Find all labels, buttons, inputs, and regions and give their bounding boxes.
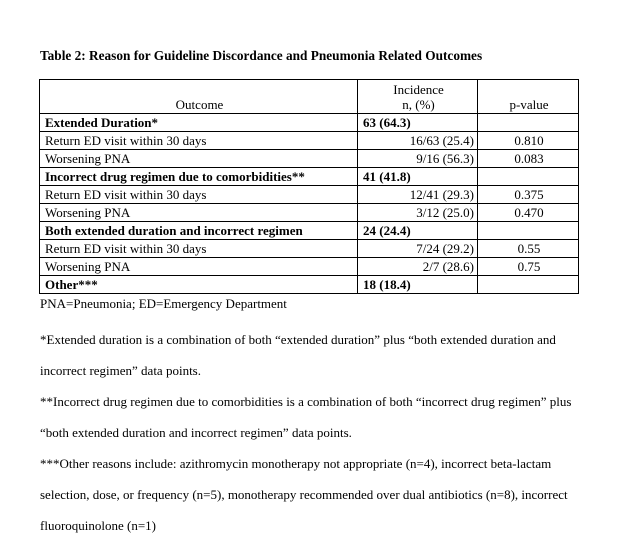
table-notes — [40, 296, 580, 541]
row-incidence: 2/7 (28.6) — [358, 258, 478, 276]
row-pvalue: 0.55 — [478, 240, 579, 258]
abbreviations-note: PNA=Pneumonia; ED=Emergency Department — [40, 296, 287, 311]
row-outcome: Return ED visit within 30 days — [40, 186, 358, 204]
row-pvalue — [478, 222, 579, 240]
row-incidence: 9/16 (56.3) — [358, 150, 478, 168]
table-row — [40, 186, 579, 204]
row-outcome: Worsening PNA — [40, 204, 358, 222]
row-pvalue — [478, 168, 579, 186]
row-incidence: 12/41 (29.3) — [358, 186, 478, 204]
row-outcome: Incorrect drug regimen due to comorbidities** — [40, 168, 358, 186]
row-pvalue: 0.375 — [478, 186, 579, 204]
header-incidence-line2: n, (%) — [402, 97, 435, 112]
table-row — [40, 204, 579, 222]
table-row — [40, 132, 579, 150]
row-incidence: 3/12 (25.0) — [358, 204, 478, 222]
table-row — [40, 240, 579, 258]
table-caption: Table 2: Reason for Guideline Discordance and Pneumonia Related Outcomes — [40, 48, 483, 63]
row-outcome: Other*** — [40, 276, 358, 294]
table-row — [40, 114, 579, 132]
footnote-incorrect-regimen: **Incorrect drug regimen due to comorbidities is a combination of both “incorrect drug regimen” plus “both extended duration and incorrect regimen” data points. — [40, 394, 572, 440]
table-row — [40, 258, 579, 276]
row-pvalue: 0.470 — [478, 204, 579, 222]
footnote-other-reasons: ***Other reasons include: azithromycin monotherapy not appropriate (n=4), incorrect beta-lactam selection, dose, or frequency (n=5), monotherapy recommended over dual antibiotics (n=8), incorrect fluoroquinolone (n=1) — [40, 456, 568, 533]
row-incidence: 63 (64.3) — [358, 114, 478, 132]
row-pvalue — [478, 114, 579, 132]
row-incidence: 7/24 (29.2) — [358, 240, 478, 258]
row-incidence: 41 (41.8) — [358, 168, 478, 186]
row-outcome: Extended Duration* — [40, 114, 358, 132]
row-incidence: 16/63 (25.4) — [358, 132, 478, 150]
header-pvalue: p-value — [478, 80, 579, 114]
row-pvalue — [478, 276, 579, 294]
row-pvalue: 0.083 — [478, 150, 579, 168]
header-incidence — [358, 80, 478, 114]
table-row — [40, 150, 579, 168]
row-outcome: Return ED visit within 30 days — [40, 132, 358, 150]
row-outcome: Both extended duration and incorrect regimen — [40, 222, 358, 240]
table-header-row — [40, 80, 579, 114]
footnote-extended-duration: *Extended duration is a combination of both “extended duration” plus “both extended duration and incorrect regimen” data points. — [40, 332, 556, 378]
table-row — [40, 168, 579, 186]
row-incidence: 24 (24.4) — [358, 222, 478, 240]
header-incidence-line1: Incidence — [393, 82, 444, 97]
table-row — [40, 222, 579, 240]
row-pvalue: 0.75 — [478, 258, 579, 276]
outcomes-table — [39, 79, 579, 294]
row-incidence: 18 (18.4) — [358, 276, 478, 294]
row-outcome: Worsening PNA — [40, 258, 358, 276]
table-row — [40, 276, 579, 294]
row-outcome: Worsening PNA — [40, 150, 358, 168]
row-outcome: Return ED visit within 30 days — [40, 240, 358, 258]
header-outcome: Outcome — [40, 80, 358, 114]
row-pvalue: 0.810 — [478, 132, 579, 150]
